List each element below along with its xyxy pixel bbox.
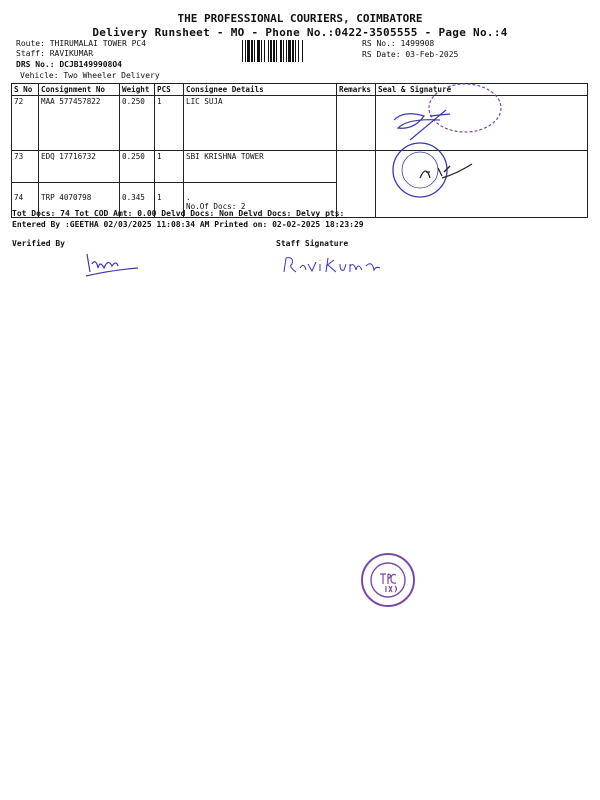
rs-number: RS No.: 1499908 [362,39,435,48]
staff-signature-label: Staff Signature [276,239,349,248]
barcode-image [242,40,354,62]
col-consignee: Consignee Details [184,84,337,96]
cell-consignment: EDQ 17716732 [39,151,120,183]
staff-signature [280,252,390,278]
document-subtitle: Delivery Runsheet - MO - Phone No.:0422-3505555 - Page No.:4 [92,26,508,39]
staff-line: Staff: RAVIKUMAR [16,49,94,58]
cell-remarks [337,96,376,151]
document-title: THE PROFESSIONAL COURIERS, COIMBATORE [177,12,423,25]
cell-sno: 72 [12,96,39,151]
cell-sno: 73 [12,151,39,183]
cell-weight: 0.250 [120,96,155,151]
col-pcs: PCS [155,84,184,96]
cell-pcs: 1 [155,183,184,218]
consignee-name: . [186,193,191,202]
verified-signature [82,250,142,280]
cell-pcs: 1 [155,96,184,151]
verified-by-label: Verified By [12,239,65,248]
cell-consignment: TRP 4070798 [39,183,120,218]
cell-consignment: MAA 577457822 [39,96,120,151]
vehicle-line: Vehicle: Two Wheeler Delivery [20,71,160,80]
cell-sno: 74 [12,183,39,218]
cell-consignee: SBI KRISHNA TOWER [184,151,337,183]
company-seal-stamp [380,80,510,200]
route-line: Route: THIRUMALAI TOWER PC4 [16,39,147,48]
doc-count: No.Of Docs: 2 [186,202,246,211]
drs-number: DRS No.: DCJB1499908O4 [16,60,122,69]
entered-by-line: Entered By :GEETHA 02/03/2025 11:08:34 AM Printed on: 02-02-2025 18:23:29 [12,220,364,229]
cell-pcs: 1 [155,151,184,183]
cell-remarks [337,151,376,183]
tpc-round-stamp [356,548,420,612]
col-consignment: Consignment No [39,84,120,96]
cell-weight: 0.345 [120,183,155,218]
col-sno: S No [12,84,39,96]
totals-line: Tot Docs: 74 Tot COD Amt: 0.00 Delvd Docs: Non Delvd Docs: Delvy pts: [12,209,345,218]
col-remarks: Remarks [337,84,376,96]
rs-date: RS Date: 03-Feb-2025 [362,50,459,59]
cell-weight: 0.250 [120,151,155,183]
col-weight: Weight [120,84,155,96]
col-seal: Seal & Signature [376,84,588,96]
cell-consignee: LIC SUJA [184,96,337,151]
